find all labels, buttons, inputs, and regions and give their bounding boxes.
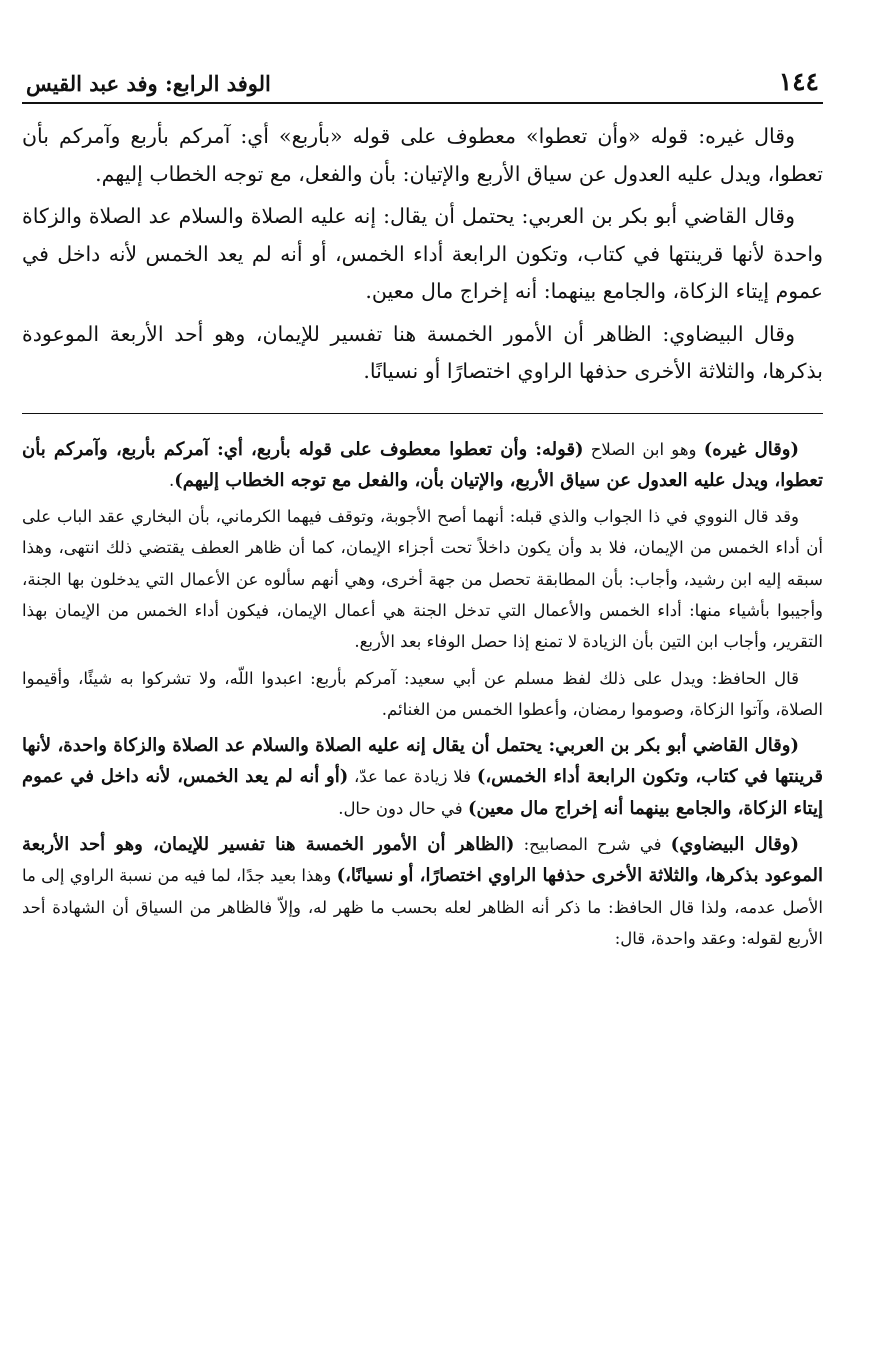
commentary-text-span: فلا زيادة عما عدّ، — [348, 767, 477, 787]
main-text — [22, 118, 823, 391]
quoted-text: (وقال القاضي أبو بكر بن العربي: يحتمل أن يقال إنه عليه الصلاة والسلام عد الصلاة والزكاة واحدة، لأنها قرينتها في كتاب، وتكون الرابعة أداء الخمس،) — [22, 735, 824, 788]
commentary-text-span: . — [169, 470, 175, 490]
commentary-text — [22, 434, 823, 955]
quoted-text: (وقال البيضاوي) — [670, 834, 800, 856]
quoted-text: (أو أنه لم يعد الخمس، لأنه داخل في عموم إيتاء الزكاة، والجامع بينهما أنه إخراج مال معين) — [22, 766, 823, 819]
commentary-text-span: وهو ابن الصلاح — [583, 439, 704, 459]
commentary-text-span: في شرح المصابيح: — [514, 835, 671, 855]
book-page — [22, 58, 823, 959]
page-number: ١٤٤ — [778, 67, 819, 96]
commentary-paragraph — [22, 434, 823, 497]
main-paragraph: وقال غيره: قوله «وأن تعطوا» معطوف على قوله «بأربع» أي: آمركم بأربع وآمركم بأن تعطوا، ويدل عليه العدول عن سياق الأربع والإتيان: بأن والفعل، مع توجه الخطاب إليهم. — [22, 124, 823, 186]
main-paragraph: وقال البيضاوي: الظاهر أن الأمور الخمسة هنا تفسير للإيمان، وهو أحد الأربعة الموعودة بذكرها، والثلاثة الأخرى حذفها الراوي اختصارًا أو نسيانًا. — [22, 321, 823, 383]
commentary-text-span: في حال دون حال. — [338, 798, 468, 818]
commentary-paragraph — [22, 829, 823, 954]
commentary-text-span: وهذا بعيد جدًا، لما فيه من نسبة الراوي إلى ما الأصل عدمه، ولذا قال الحافظ: ما ذكر أنه الظاهر لعله بحسب ما ظهر له، وإلاّ فالظاهر من السياق أن الشهادة أحد الأربع لقوله: وعقد واحدة، قال: — [22, 866, 823, 948]
main-paragraph: وقال القاضي أبو بكر بن العربي: يحتمل أن يقال: إنه عليه الصلاة والسلام عد الصلاة والزكاة واحدة لأنها قرينتها في كتاب، وتكون الرابعة أداء الخمس، أو أنه لم يعد الخمس لأنه داخل في عموم إيتاء الزكاة، والجامع بينهما: أنه إخراج مال معين. — [22, 204, 823, 303]
quoted-text: (وقال غيره) — [703, 438, 799, 460]
quoted-text: (قوله: وأن تعطوا معطوف على قوله بأربع، أي: آمركم بأربع، وآمركم بأن تعطوا، ويدل عليه العدول عن سياق الأربع، والإتيان بأن، والفعل مع توجه الخطاب إليهم) — [22, 438, 823, 491]
commentary-paragraph — [22, 730, 823, 824]
footnote-divider — [22, 413, 823, 414]
running-title: الوفد الرابع: وفد عبد القيس — [26, 71, 271, 96]
commentary-paragraph: وقد قال النووي في ذا الجواب والذي قبله: أنهما أصح الأجوبة، وتوقف فيهما الكرماني، بأن البخاري عقد الباب على أن أداء الخمس من الإيمان، فلا بد وأن يكون داخلاً تحت أجزاء الإيمان، كما أن ظاهر العطف يقتضي ذلك انتهى، وهذا سبقه إليه ابن رشيد، وأجاب: بأن المطابقة تحصل من جهة أخرى، وهي أنهم سألوه عن الأعمال التي يدخلون بها الجنة، وأجيبوا بأشياء منها: أداء الخمس والأعمال التي تدخل الجنة هي أعمال الإيمان، فيكون أداء الخمس من الإيمان بهذا التقرير، وأجاب ابن التين بأن الزيادة لا تمنع إذا حصل الوفاء بعد الأربع. — [22, 507, 823, 652]
commentary-paragraph: قال الحافظ: ويدل على ذلك لفظ مسلم عن أبي سعيد: آمركم بأربع: اعبدوا اللّه، ولا تشركوا به شيئًا، وأقيموا الصلاة، وآتوا الزكاة، وصوموا رمضان، وأعطوا الخمس من الغنائم. — [22, 668, 823, 719]
quoted-text: (الظاهر أن الأمور الخمسة هنا تفسير للإيمان، وهو أحد الأربعة الموعود بذكرها، والثلاثة الأخرى حذفها الراوي اختصارًا، أو نسيانًا،) — [22, 834, 823, 887]
page-header — [22, 58, 823, 104]
